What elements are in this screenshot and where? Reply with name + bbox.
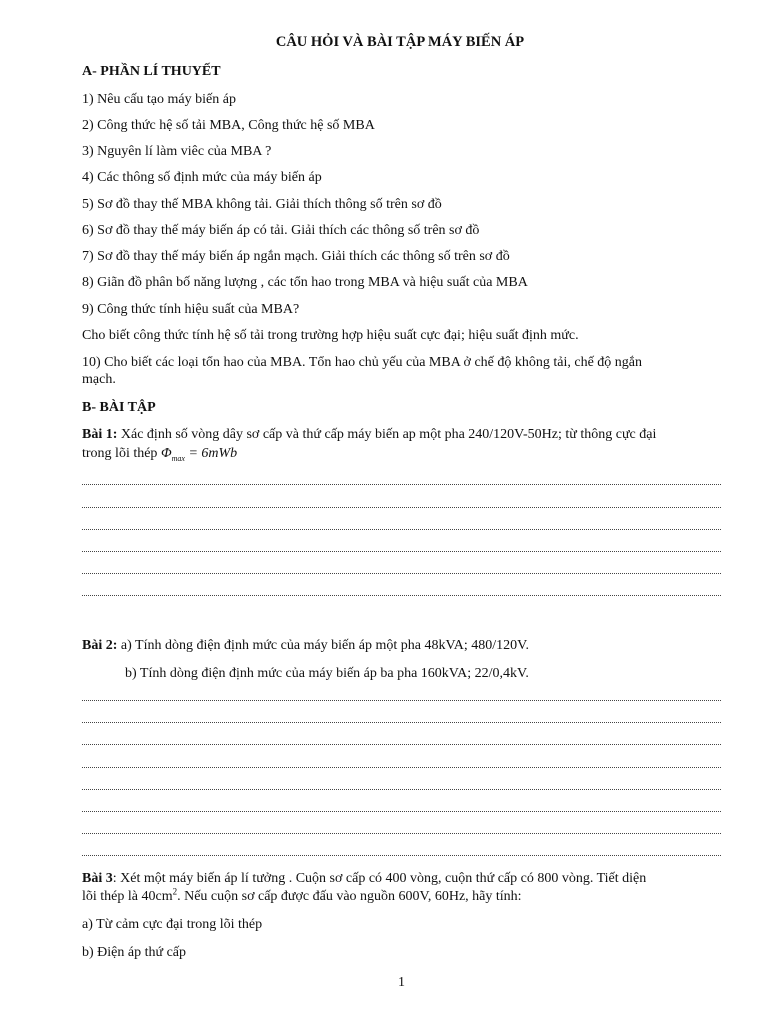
answer-line[interactable]: [82, 507, 721, 509]
exercise-1-line2: trong lõi thép $\Phi_{max} = 6mWb$: [82, 446, 238, 463]
exercise-1-text: Xác định số vòng dây sơ cấp và thứ cấp máy biến ap một pha 240/120V-50Hz; từ thông cực đại: [117, 427, 657, 442]
question-9-note: Cho biết công thức tính hệ số tải trong trường hợp hiệu suất cực đại; hiệu suất định mức.: [82, 328, 579, 343]
question-10-cont: mạch.: [82, 372, 116, 387]
exercise-1: [82, 427, 656, 443]
exercise-1-label: Bài 1:: [82, 427, 118, 442]
exercise-3-qb: b) Điện áp thứ cấp: [82, 945, 186, 960]
answer-line[interactable]: [82, 811, 721, 813]
answer-line[interactable]: [82, 700, 721, 702]
question-2: 2) Công thức hệ số tải MBA, Công thức hệ số MBA: [82, 118, 375, 133]
answer-line[interactable]: [82, 855, 721, 857]
answer-line[interactable]: [82, 573, 721, 575]
answer-line[interactable]: [82, 595, 721, 597]
exercise-2-b: b) Tính dòng điện định mức của máy biến áp ba pha 160kVA; 22/0,4kV.: [125, 666, 529, 681]
page-number: 1: [398, 975, 405, 990]
section-a-heading: A- PHẦN LÍ THUYẾT: [82, 64, 221, 79]
exercise-3-line2: lõi thép là $40cm^2$. Nếu cuộn sơ cấp được đấu vào nguồn 600V, 60Hz, hãy tính:: [82, 886, 522, 904]
exercise-3-label: Bài 3: [82, 871, 113, 886]
answer-line[interactable]: [82, 484, 721, 486]
question-8: 8) Giãn đồ phân bố năng lượng , các tổn hao trong MBA và hiệu suất của MBA: [82, 275, 528, 290]
question-1: 1) Nêu cấu tạo máy biến áp: [82, 92, 236, 107]
section-b-heading: B- BÀI TẬP: [82, 400, 156, 415]
exercise-3: Bài 3: Xét một máy biến áp lí tưởng . Cuộn sơ cấp có 400 vòng, cuộn thứ cấp có 800 vòng. Tiết diện: [82, 871, 647, 886]
answer-line[interactable]: [82, 744, 721, 746]
question-10: 10) Cho biết các loại tổn hao của MBA. Tổn hao chủ yếu của MBA ở chế độ không tải, chế độ ngắn: [82, 355, 643, 370]
answer-line[interactable]: [82, 767, 721, 769]
exercise-2-a: Bài 2: a) Tính dòng điện định mức của máy biến áp một pha 48kVA; 480/120V.: [82, 638, 529, 653]
exercise-2-label: Bài 2:: [82, 638, 118, 653]
question-3: 3) Nguyên lí làm viêc của MBA ?: [82, 144, 272, 159]
question-7: 7) Sơ đồ thay thế máy biến áp ngắn mạch. Giải thích các thông số trên sơ đồ: [82, 249, 510, 264]
question-6: 6) Sơ đồ thay thế máy biến áp có tải. Giải thích các thông số trên sơ đồ: [82, 223, 480, 238]
answer-line[interactable]: [82, 551, 721, 553]
question-5: 5) Sơ đồ thay thế MBA không tải. Giải thích thông số trên sơ đồ: [82, 197, 442, 212]
question-4: 4) Các thông số định mức của máy biến áp: [82, 170, 322, 185]
answer-line[interactable]: [82, 529, 721, 531]
page-title: CÂU HỎI VÀ BÀI TẬP MÁY BIẾN ÁP: [275, 34, 525, 50]
exercise-3-qa: a) Từ cảm cực đại trong lõi thép: [82, 917, 263, 932]
flux-formula: $\Phi_{max} = 6mWb$: [160, 446, 238, 463]
answer-line[interactable]: [82, 789, 721, 791]
answer-line[interactable]: [82, 833, 721, 835]
question-9: 9) Công thức tính hiệu suất của MBA?: [82, 302, 300, 317]
answer-line[interactable]: [82, 722, 721, 724]
